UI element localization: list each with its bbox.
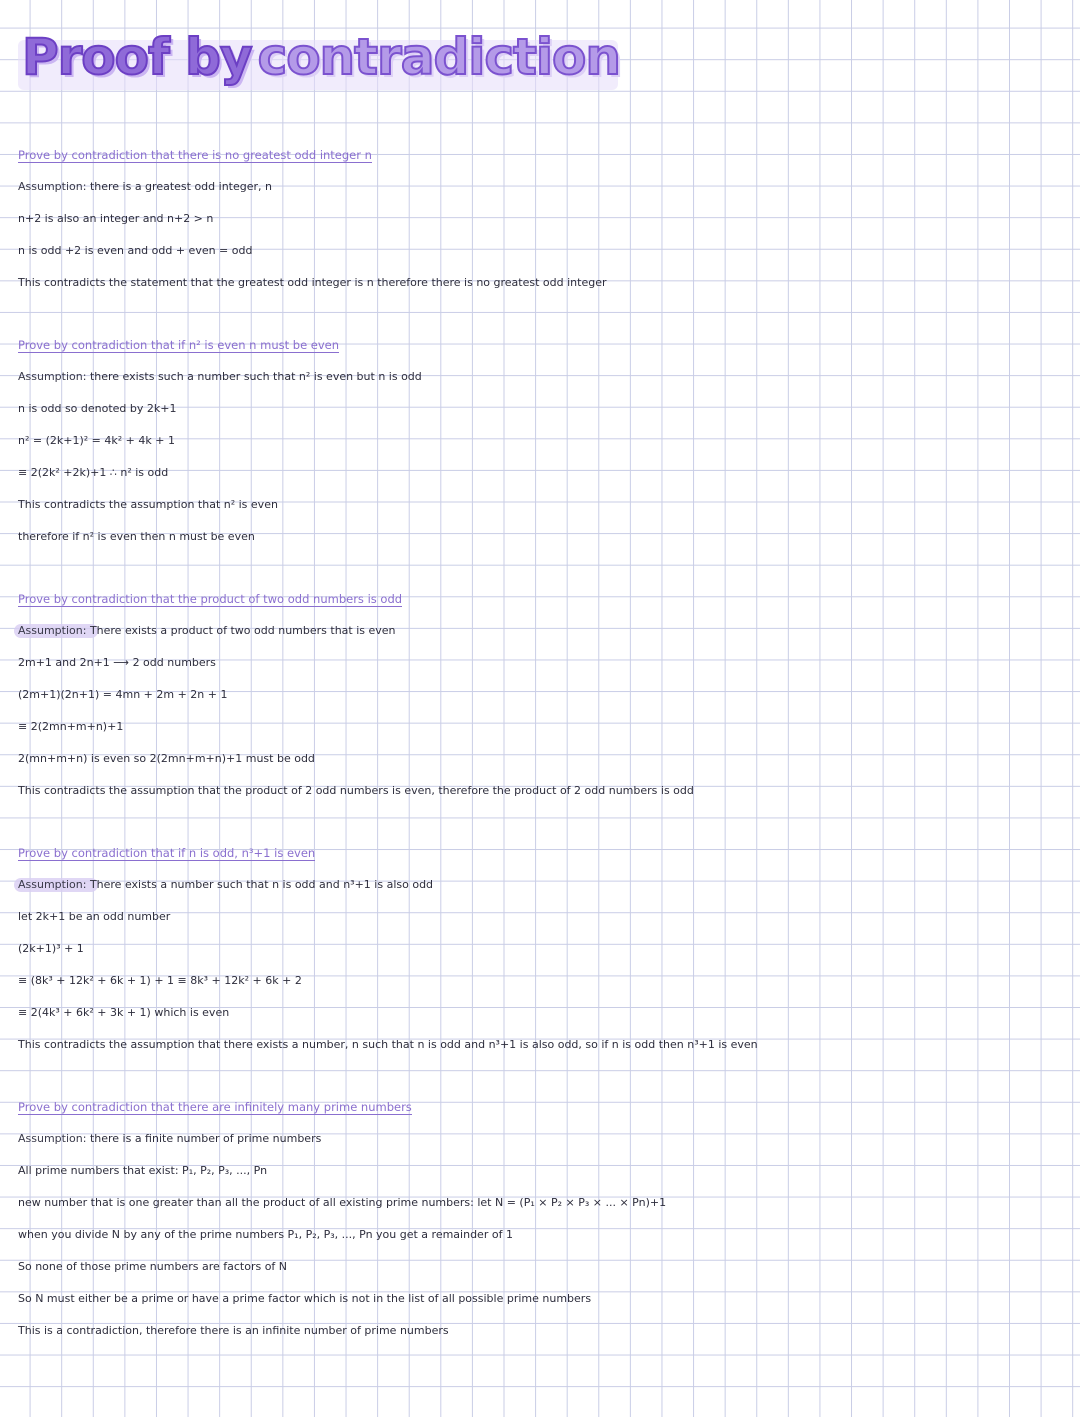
proof-line: new number that is one greater than all the product of all existing prime numbers: let N = (P₁ × P₂ × P₃ × ... × Pn)+1 (18, 1196, 667, 1209)
proof-line: This contradicts the assumption that n² is even (18, 498, 278, 511)
proof-heading: Prove by contradiction that if n is odd, n³+1 is even (18, 846, 316, 860)
assumption-label: Assumption: (18, 1132, 87, 1145)
assumption-text: there is a finite number of prime numbers (89, 1132, 322, 1145)
proof-line: n² = (2k+1)² = 4k² + 4k + 1 (18, 434, 175, 447)
assumption (18, 878, 433, 892)
proof-line: This contradicts the assumption that the product of 2 odd numbers is even, therefore the product of 2 odd numbers is odd (18, 784, 694, 797)
proof-line: This is a contradiction, therefore there is an infinite number of prime numbers (18, 1324, 449, 1337)
proof-line: All prime numbers that exist: P₁, P₂, P₃, ..., Pn (18, 1164, 268, 1177)
assumption-label: Assumption: (18, 878, 87, 891)
proof-line: 2(mn+m+n) is even so 2(2mn+m+n)+1 must be odd (18, 752, 315, 765)
proof-line: ≡ (8k³ + 12k² + 6k + 1) + 1 ≡ 8k³ + 12k² + 6k + 2 (18, 974, 302, 987)
assumption (18, 370, 422, 384)
assumption-text: There exists a number such that n is odd and n³+1 is also odd (89, 878, 434, 891)
proof-line: This contradicts the assumption that there exists a number, n such that n is odd and n³+1 is also odd, so if n is odd then n³+1 is even (18, 1038, 758, 1051)
proof-line: This contradicts the statement that the greatest odd integer is n therefore there is no greatest odd integer (18, 276, 607, 289)
proof-line: let 2k+1 be an odd number (18, 910, 171, 923)
assumption-text: There exists a product of two odd numbers that is even (89, 624, 396, 637)
assumption (18, 180, 272, 194)
proof-line: ≡ 2(4k³ + 6k² + 3k + 1) which is even (18, 1006, 230, 1019)
assumption-text: there is a greatest odd integer, n (89, 180, 272, 193)
proof-line: (2k+1)³ + 1 (18, 942, 84, 955)
assumption-label: Assumption: (18, 180, 87, 193)
assumption-label: Assumption: (18, 624, 87, 637)
proof-line: So N must either be a prime or have a prime factor which is not in the list of all possible prime numbers (18, 1292, 592, 1305)
proof-line: when you divide N by any of the prime numbers P₁, P₂, P₃, ..., Pn you get a remainder of 1 (18, 1228, 513, 1241)
page-title (22, 28, 621, 86)
proof-line: therefore if n² is even then n must be even (18, 530, 255, 543)
assumption (18, 1132, 321, 1146)
assumption-text: there exists such a number such that n² is even but n is odd (89, 370, 422, 383)
proof-line: So none of those prime numbers are factors of N (18, 1260, 288, 1273)
proof-line: n is odd +2 is even and odd + even = odd (18, 244, 253, 257)
proof-heading: Prove by contradiction that there is no greatest odd integer n (18, 148, 372, 162)
proof-line: ≡ 2(2k² +2k)+1 ∴ n² is odd (18, 466, 169, 479)
assumption-label: Assumption: (18, 370, 87, 383)
proof-heading: Prove by contradiction that there are infinitely many prime numbers (18, 1100, 412, 1114)
proof-line: (2m+1)(2n+1) = 4mn + 2m + 2n + 1 (18, 688, 228, 701)
proof-heading: Prove by contradiction that if n² is even n must be even (18, 338, 340, 352)
proof-line: n+2 is also an integer and n+2 > n (18, 212, 214, 225)
proof-line: ≡ 2(2mn+m+n)+1 (18, 720, 124, 733)
proof-line: 2m+1 and 2n+1 ⟶ 2 odd numbers (18, 656, 216, 669)
assumption (18, 624, 396, 638)
proof-line: n is odd so denoted by 2k+1 (18, 402, 177, 415)
proof-heading: Prove by contradiction that the product of two odd numbers is odd (18, 592, 403, 606)
title-word-1: Proof by (22, 28, 252, 86)
title-word-2: contradiction (257, 28, 621, 86)
